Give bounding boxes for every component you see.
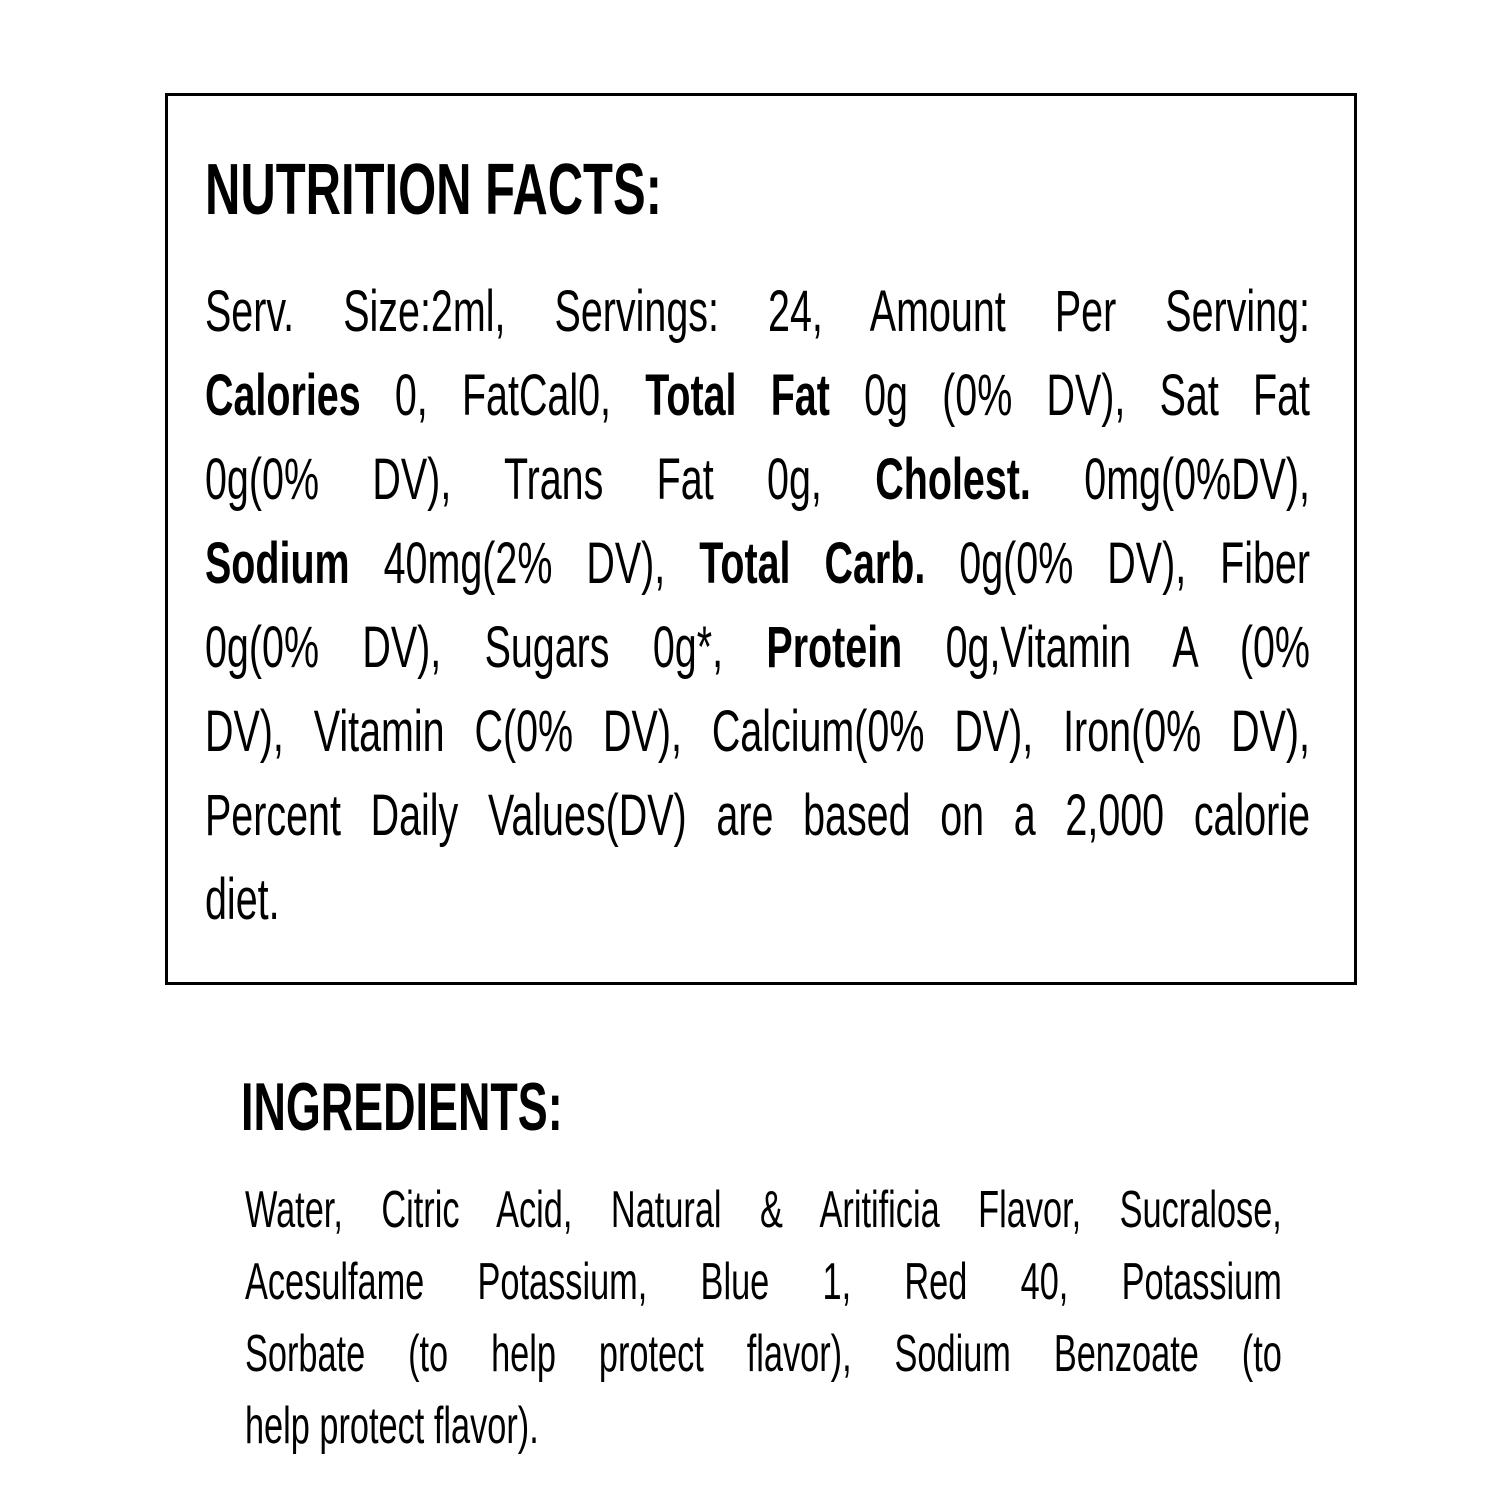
nutrition-facts-title: NUTRITION FACTS: [205, 150, 662, 230]
nutrition-line: Percent Daily Values(DV) are based on a 2,000 calorie [205, 783, 1310, 848]
ingredients-line: help protect flavor). [244, 1397, 539, 1455]
ingredients-text [245, 1174, 1282, 1462]
ingredients-line: Water, Citric Acid, Natural & Aritificia Flavor, Sucralose, [244, 1181, 1282, 1239]
ingredients-line: Acesulfame Potassium, Blue 1, Red 40, Potassium [244, 1253, 1282, 1311]
nutrition-line: Serv. Size:2ml, Servings: 24, Amount Per Serving: [205, 279, 1310, 344]
nutrition-facts-text [205, 270, 1310, 942]
nutrition-line: DV), Vitamin C(0% DV), Calcium(0% DV), Iron(0% DV), [205, 699, 1310, 764]
nutrition-line: 0g(0% DV), Trans Fat 0g, Cholest. 0mg(0%DV), [205, 447, 1310, 512]
ingredients-title: INGREDIENTS: [241, 1069, 563, 1145]
nutrition-line: Calories 0, FatCal0, Total Fat 0g (0% DV), Sat Fat [205, 363, 1310, 428]
nutrition-line: 0g(0% DV), Sugars 0g*, Protein 0g,Vitamin A (0% [205, 615, 1311, 680]
ingredients-line: Sorbate (to help protect flavor), Sodium Benzoate (to [244, 1325, 1282, 1383]
nutrition-facts-box [165, 93, 1357, 985]
nutrition-line: Sodium 40mg(2% DV), Total Carb. 0g(0% DV), Fiber [205, 531, 1310, 596]
nutrition-line: diet. [205, 867, 280, 932]
